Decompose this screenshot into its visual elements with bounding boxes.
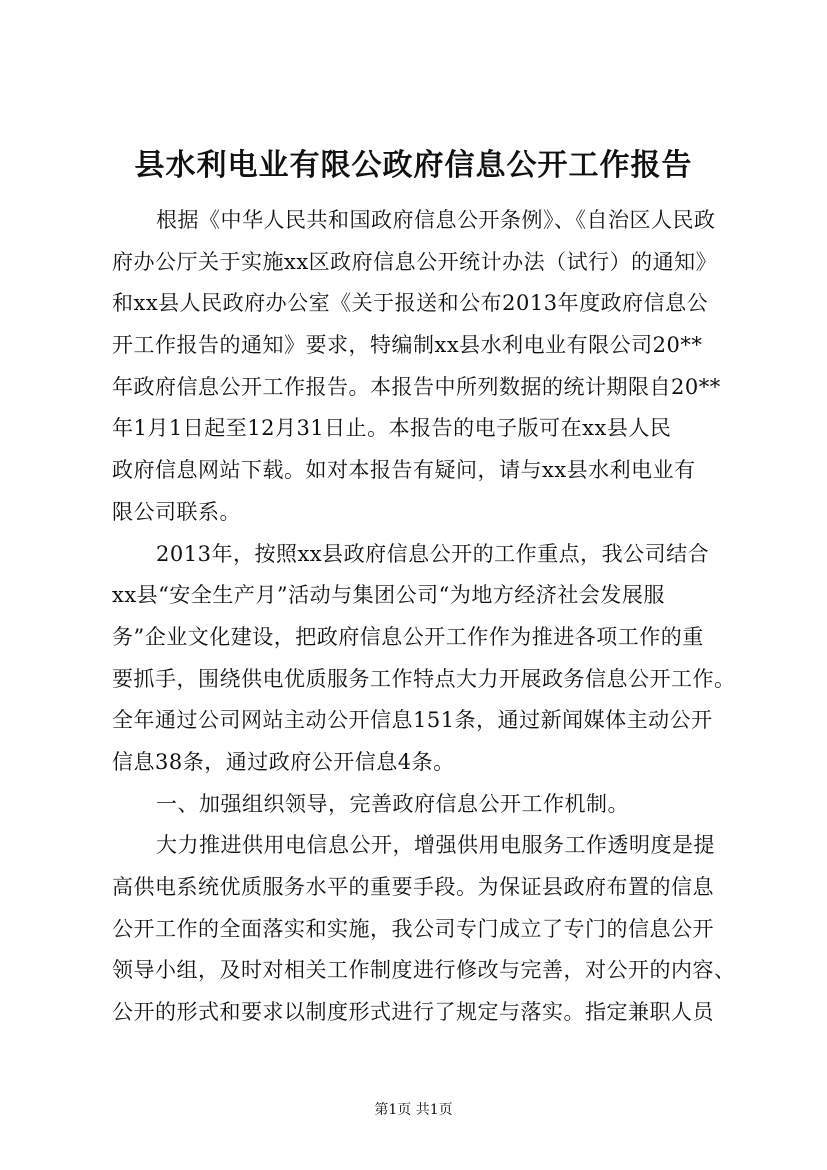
paragraph-2-line-5: 全年通过公司网站主动公开信息151条，通过新闻媒体主动公开 <box>112 708 713 733</box>
paragraph-1-line-2: 府办公厅关于实施xx区政府信息公开统计办法（试行）的通知》 <box>112 249 718 274</box>
document-title: 县水利电业有限公政府信息公开工作报告 <box>134 148 693 183</box>
paragraph-1-line-4: 开工作报告的通知》要求，特编制xx县水利电业有限公司20** <box>112 333 703 358</box>
paragraph-2-line-2: xx县“安全生产月”活动与集团公司“为地方经济社会发展服 <box>112 583 665 608</box>
paragraph-2-line-4: 要抓手，围绕供电优质服务工作特点大力开展政务信息公开工作。 <box>112 666 736 691</box>
section-heading-1: 一、加强组织领导，完善政府信息公开工作机制。 <box>156 791 629 816</box>
paragraph-2-line-3: 务”企业文化建设，把政府信息公开工作作为推进各项工作的重 <box>112 624 704 649</box>
paragraph-1-line-6: 年1月1日起至12月31日止。本报告的电子版可在xx县人民 <box>112 416 672 441</box>
paragraph-1-line-5: 年政府信息公开工作报告。本报告中所列数据的统计期限自20** <box>112 374 721 399</box>
page-footer: 第1页 共1页 <box>374 1102 453 1118</box>
document-body <box>112 200 734 1034</box>
paragraph-1-line-8: 限公司联系。 <box>112 499 241 524</box>
paragraph-3-line-5: 公开的形式和要求以制度形式进行了规定与落实。指定兼职人员 <box>112 1000 714 1025</box>
paragraph-3-line-1: 大力推进供用电信息公开，增强供用电服务工作透明度是提 <box>156 833 715 858</box>
paragraph-1-line-1: 根据《中华人民共和国政府信息公开条例》、《自治区人民政 <box>156 208 716 232</box>
paragraph-3-line-2: 高供电系统优质服务水平的重要手段。为保证县政府布置的信息 <box>112 875 714 899</box>
paragraph-1-line-7: 政府信息网站下载。如对本报告有疑问，请与xx县水利电业有 <box>112 458 696 483</box>
paragraph-2-line-6: 信息38条，通过政府公开信息4条。 <box>112 749 455 774</box>
paragraph-3-line-4: 领导小组，及时对相关工作制度进行修改与完善，对公开的内容、 <box>112 958 736 983</box>
paragraph-2-line-1: 2013年，按照xx县政府信息公开的工作重点，我公司结合 <box>156 541 710 566</box>
paragraph-3-line-3: 公开工作的全面落实和实施，我公司专门成立了专门的信息公开 <box>112 916 714 941</box>
paragraph-1-line-3: 和xx县人民政府办公室《关于报送和公布2013年度政府信息公 <box>112 291 709 316</box>
